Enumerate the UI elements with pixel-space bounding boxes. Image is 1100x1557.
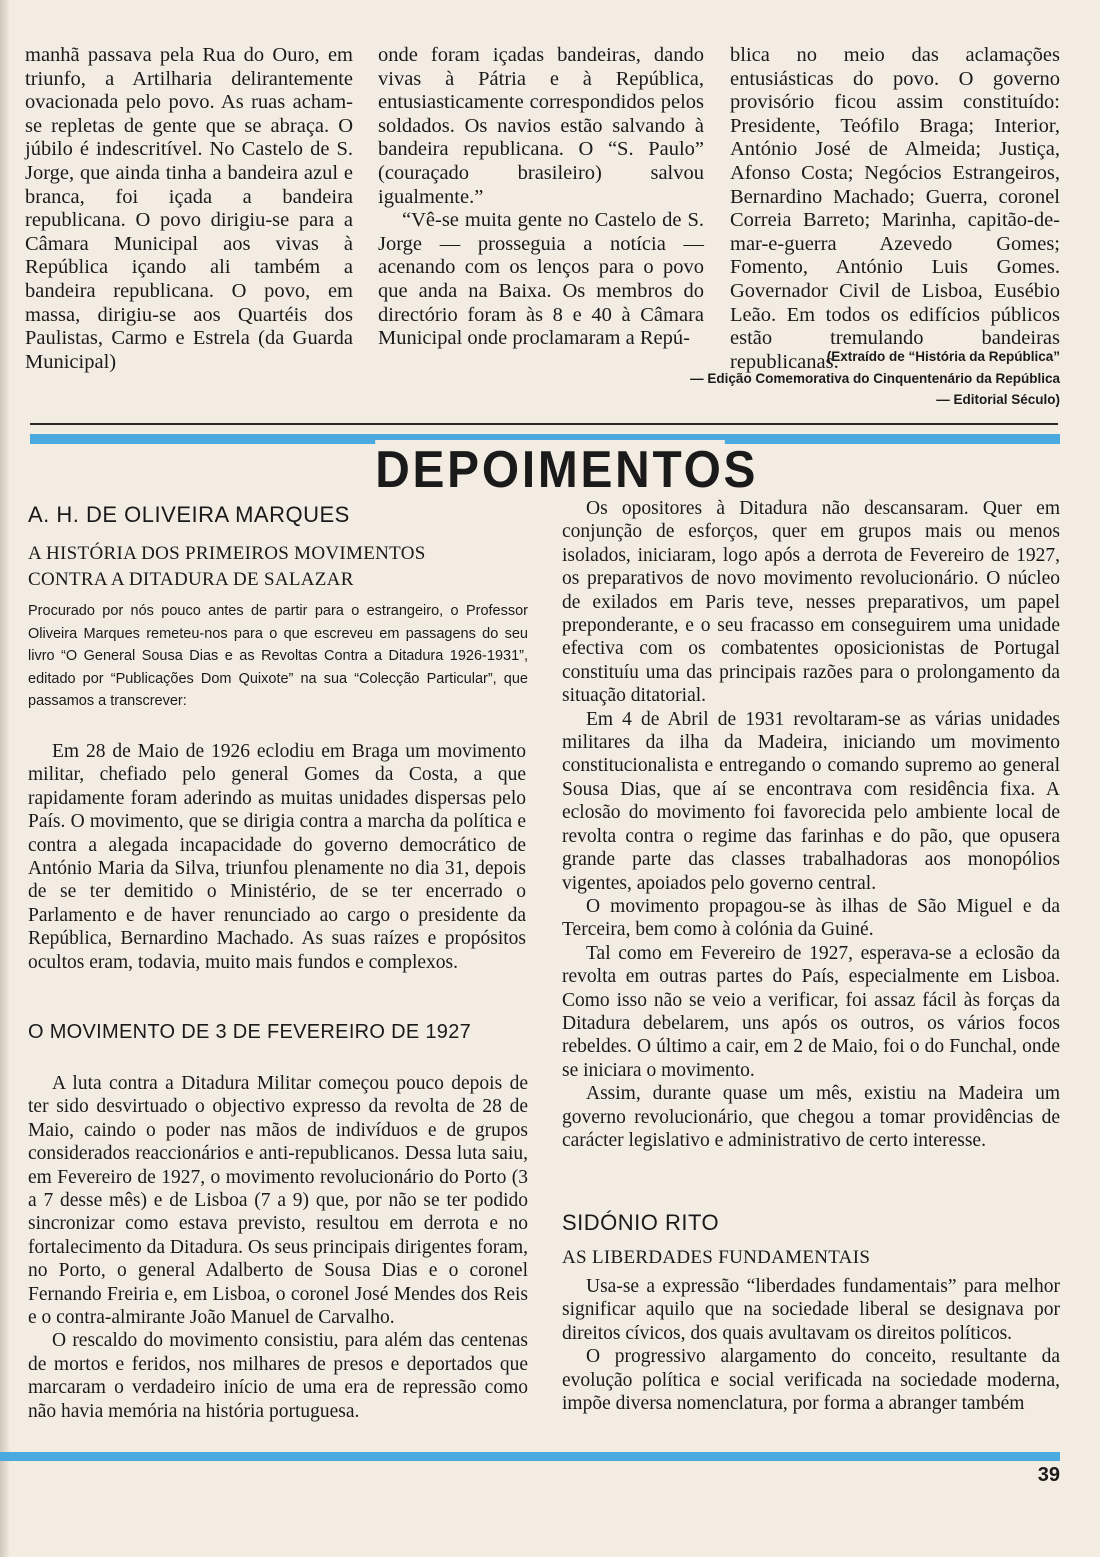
article-1-title-line-2: CONTRA A DITADURA DE SALAZAR: [28, 569, 354, 590]
article-1-section-head: O MOVIMENTO DE 3 DE FEVEREIRO DE 1927: [28, 1021, 472, 1043]
blue-footer-bar: [0, 1452, 1060, 1461]
article-2-paragraph-2: O progressivo alargamento do conceito, resultante da evolução política e social verificada na sociedade moderna, impõe diversa nomenclatura, por forma a abranger também: [562, 1346, 1060, 1415]
top-column-1-text: manhã passava pela Rua do Ouro, em triunfo, a Artilharia delirantemente ovacionada pelo povo. As ruas acham-se repletas de gente que se abraça. O júbilo é indescritível. No Castelo de S. Jorge, que ainda tinha a bandeira azul e branca, foi içada a bandeira republicana. O povo dirigiu-se para a Câmara Municipal aos vivas à República içando ali também a bandeira republicana. O povo, em massa, dirigiu-se aos Quartéis dos Paulistas, Carmo e Estrela (da Guarda Municipal): [25, 44, 353, 373]
credit-line-2: — Edição Comemorativa do Cinquentenário da República: [690, 370, 1060, 386]
top-column-2-paragraph-2: “Vê-se muita gente no Castelo de S. Jorge — prosseguia a notícia — acenando com os lenços para o povo que anda na Baixa. Os membros do directório foram às 8 e 40 à Câmara Municipal onde proclamaram a Repú-: [378, 209, 704, 350]
article-1-paragraph-1: Em 28 de Maio de 1926 eclodiu em Braga um movimento militar, chefiado pelo general Gomes da Costa, a que rapidamente foram aderindo as muitas unidades dispersas pelo País. O movimento, que se dirigia contra a marcha da política e contra a alegada incapacidade do governo democrático de António Maria da Silva, triunfou plenamente no dia 31, depois de se ter demitido o Ministério, de se ter encerrado o Parlamento e de haver renunciado ao cargo o presidente da República, Bernardino Machado. As suas raízes e propósitos ocultos eram, todavia, muito mais fundos e complexos.: [28, 741, 526, 973]
article-2-paragraph-1: Usa-se a expressão “liberdades fundamentais” para melhor significar aquilo que na sociedade liberal se designava por direitos cívicos, dos quais avultavam os direitos políticos.: [562, 1276, 1060, 1344]
divider-line: [30, 423, 1058, 425]
credit-line-1: (Extraído de “História da República”: [826, 349, 1060, 364]
top-column-1: [25, 44, 353, 374]
page-binding-shadow: [0, 0, 10, 1557]
article-2-title: AS LIBERDADES FUNDAMENTAIS: [562, 1247, 871, 1268]
article-1-paragraph-2: A luta contra a Ditadura Militar começou pouco depois de ter sido desvirtuado o objectivo expresso da revolta de 28 de Maio, caindo o poder nas mãos de indivíduos e de grupos considerados reaccionários e anti-republicanos. Dessa luta saiu, em Fevereiro de 1927, o movimento revolucionário do Porto (3 a 7 desse mês) e de Lisboa (7 a 9) que, por não se ter podido sincronizar como estava previsto, resultou em derrota e no fortalecimento da Ditadura. Os seus principais dirigentes foram, no Porto, o general Adalberto de Sousa Dias e o coronel Fernando Freiria e, em Lisboa, o coronel José Mendes dos Reis e o contra-almirante João Manuel de Carvalho.: [28, 1073, 528, 1329]
section-title: DEPOIMENTOS: [375, 441, 759, 499]
top-column-2-paragraph-1: onde foram içadas bandeiras, dando vivas à Pátria e à República, entusiasticamente correspondidos pelos soldados. Os navios estão salvando à bandeira republicana. O “S. Paulo” (couraçado brasileiro) salvou igualmente.”: [378, 44, 704, 208]
article-1-paragraph-4: Os opositores à Ditadura não descansaram. Quer em conjunção de esforços, quer em grupos mais ou menos isolados, iniciaram, logo após a derrota de Fevereiro de 1927, os preparativos de novo movimento revolucionário. O núcleo de exilados em Paris teve, nesses preparativos, um papel preponderante, e o seu fracasso em conseguirem uma unidade efectiva com os combatentes oposicionistas de Portugal constituíu uma das principais razões para o prolongamento da situação ditatorial.: [562, 498, 1060, 707]
article-1-title: [28, 541, 426, 593]
article-2-body: [562, 1275, 1060, 1415]
source-credit: [540, 346, 1060, 411]
article-1-title-line-1: A HISTÓRIA DOS PRIMEIROS MOVIMENTOS: [28, 543, 426, 564]
page-number: 39: [1037, 1464, 1060, 1486]
article-1-paragraph-3: O rescaldo do movimento consistiu, para além das centenas de mortos e feridos, nos milhares de presos e deportados que marcaram o verdadeiro início de uma era de repressão como não havia memória na história portuguesa.: [28, 1330, 528, 1422]
article-1-body-a: [28, 740, 526, 974]
top-column-3-text: blica no meio das aclamações entusiásticas do povo. O governo provisório ficou assim constituído: Presidente, Teófilo Braga; Interior, António José de Almeida; Justiça, Afonso Costa; Negócios Estrangeiros, Bernardino Machado; Guerra, coronel Correia Barreto; Marinha, capitão-de-mar-e-guerra Azevedo Gomes; Fomento, António Luis Gomes. Governador Civil de Lisboa, Eusébio Leão. Em todos os edifícios públicos estão tremulando bandeiras republicanas.: [730, 44, 1060, 373]
article-1-paragraph-8: Assim, durante quase um mês, existiu na Madeira um governo revolucionário, que chegou a tomar providências de carácter legislativo e administrativo de certo interesse.: [562, 1083, 1060, 1151]
article-1-intro: Procurado por nós pouco antes de partir para o estrangeiro, o Professor Oliveira Marques remeteu-nos para o que escreveu em passagens do seu livro “O General Sousa Dias e as Revoltas Contra a Ditadura 1926-1931”, editado por “Publicações Dom Quixote” na sua “Colecção Particular”, que passamos a transcrever:: [28, 603, 528, 709]
top-column-2: [378, 44, 704, 351]
article-1-author: A. H. DE OLIVEIRA MARQUES: [28, 502, 350, 527]
article-1-paragraph-6: O movimento propagou-se às ilhas de São Miguel e da Terceira, bem como à colónia da Guiné.: [562, 895, 1060, 941]
article-1-body-c: [562, 497, 1060, 1152]
credit-line-3: — Editorial Século): [936, 392, 1060, 407]
article-1-paragraph-5: Em 4 de Abril de 1931 revoltaram-se as várias unidades militares da ilha da Madeira, iniciando um movimento constitucionalista e entregando o comando supremo ao general Sousa Dias, que aí se encontrava com residência fixa. A eclosão do movimento foi favorecida pelo ambiente local de revolta contra o regime das farinhas e do pão, que opusera grande parte das classes trabalhadoras aos monopólios vigentes, apoiados pelo governo central.: [562, 708, 1060, 894]
article-1-paragraph-7: Tal como em Fevereiro de 1927, esperava-se a eclosão da revolta em outras partes do País, especialmente em Lisboa. Como isso não se veio a verificar, foi assaz fácil às forças da Ditadura debelarem, uns após os outros, os vários focos rebeldes. O último a cair, em 2 de Maio, foi o do Funchal, onde se iniciara o movimento.: [562, 942, 1060, 1081]
article-1-body-b: [28, 1072, 528, 1423]
top-column-3: [730, 44, 1060, 374]
article-2-author: SIDÓNIO RITO: [562, 1210, 720, 1235]
